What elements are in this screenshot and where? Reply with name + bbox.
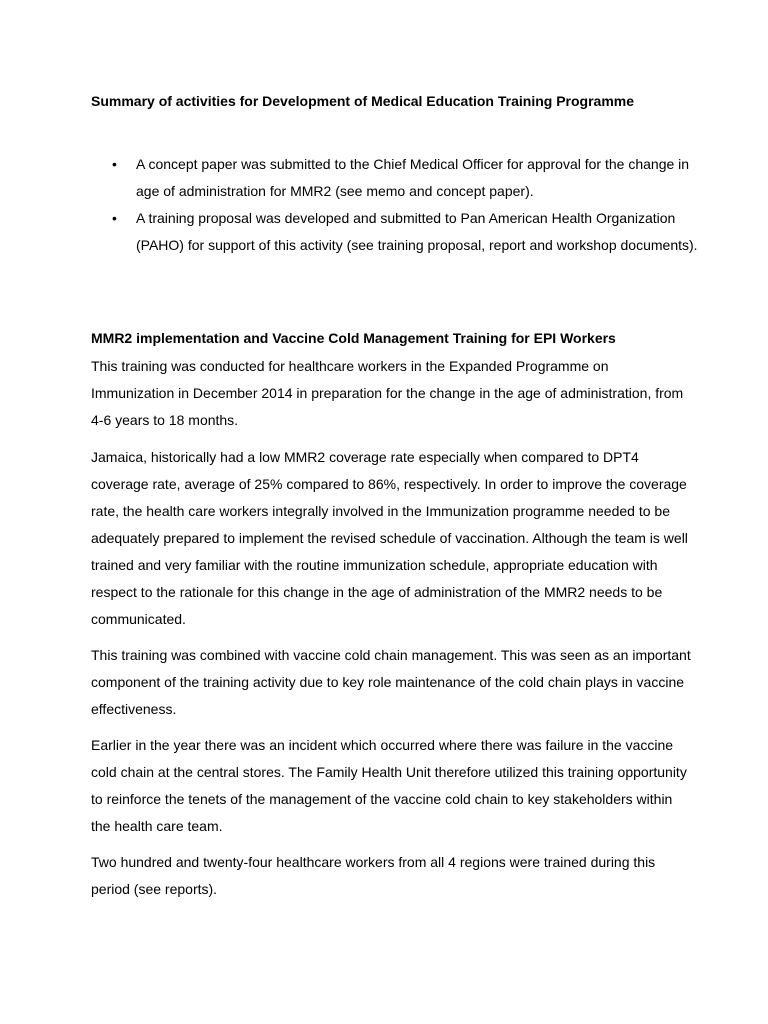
paragraph-workers-trained: Two hundred and twenty-four healthcare workers from all 4 regions were trained during this period (see reports).: [91, 854, 656, 897]
paragraph-cold-chain: This training was combined with vaccine cold chain management. This was seen as an important component of the training activity due to key role maintenance of the cold chain plays in vaccine effectiveness.: [91, 647, 691, 717]
bullet-icon: •: [112, 210, 117, 226]
section-heading-mmr2-training: MMR2 implementation and Vaccine Cold Management Training for EPI Workers: [91, 330, 616, 346]
list-item: [110, 151, 700, 205]
bullet-text: A training proposal was developed and submitted to Pan American Health Organization (PAHO) for support of this activity (see training proposal, report and workshop documents).: [136, 210, 698, 253]
paragraph-incident: Earlier in the year there was an incident which occurred where there was failure in the vaccine cold chain at the central stores. The Family Health Unit therefore utilized this training opportunity to reinforce the tenets of the management of the vaccine cold chain to key stakeholders within the health care team.: [91, 737, 687, 834]
list-item: [110, 205, 700, 259]
paragraph-coverage-rate: Jamaica, historically had a low MMR2 coverage rate especially when compared to DPT4 coverage rate, average of 25% compared to 86%, respectively. In order to improve the coverage rate, the health care workers integrally involved in the Immunization programme needed to be adequately prepared to implement the revised schedule of vaccination. Although the team is well trained and very familiar with the routine immunization schedule, appropriate education with respect to the rationale for this change in the age of administration of the MMR2 needs to be communicated.: [91, 449, 688, 627]
activity-bullet-list: [110, 151, 700, 259]
paragraph-training-overview: This training was conducted for healthcare workers in the Expanded Programme on Immunization in December 2014 in preparation for the change in the age of administration, from 4-6 years to 18 months.: [91, 358, 684, 428]
section-heading-summary: Summary of activities for Development of Medical Education Training Programme: [91, 93, 635, 109]
bullet-text: A concept paper was submitted to the Chief Medical Officer for approval for the change in age of administration for MMR2 (see memo and concept paper).: [136, 156, 690, 199]
bullet-icon: •: [112, 156, 117, 172]
